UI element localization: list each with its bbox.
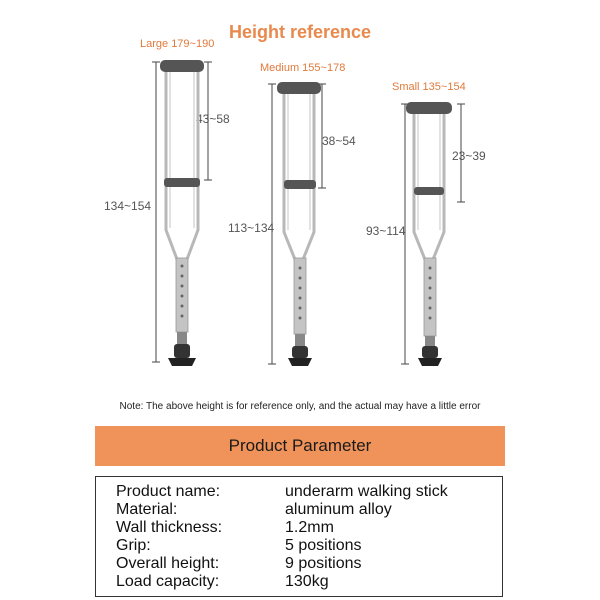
param-row <box>96 555 502 574</box>
param-row <box>96 573 502 592</box>
param-key: Material: <box>116 501 178 518</box>
param-value: 1.2mm <box>285 519 334 536</box>
param-value: aluminum alloy <box>285 501 392 518</box>
rubber-tip-small <box>422 346 438 358</box>
param-value: 9 positions <box>285 555 362 572</box>
parameter-table <box>95 476 503 597</box>
param-value: underarm walking stick <box>285 483 448 500</box>
disclaimer-note: Note: The above height is for reference only, and the actual may have a little error <box>119 401 481 412</box>
total-dim-small: 93~114 <box>366 224 406 238</box>
param-key: Load capacity: <box>116 573 220 590</box>
product-parameter-banner <box>95 426 505 466</box>
crutch-small <box>406 102 452 366</box>
size-label-medium: Medium 155~178 <box>260 62 346 74</box>
param-row <box>96 483 502 502</box>
size-label-small: Small 135~154 <box>392 81 466 93</box>
armpit-pad-small <box>406 102 452 114</box>
rubber-tip-medium <box>292 346 308 358</box>
hand-grip-medium <box>284 180 316 189</box>
hand-grip-small <box>414 187 444 195</box>
param-key: Product name: <box>116 483 221 500</box>
page-title: Height reference <box>228 22 372 42</box>
upper-dim-medium: 38~54 <box>322 134 356 148</box>
hand-grip-large <box>164 178 200 187</box>
param-row <box>96 519 502 538</box>
param-key: Overall height: <box>116 555 220 572</box>
crutch-medium <box>277 82 321 366</box>
size-label-large: Large 179~190 <box>140 38 215 50</box>
upper-dim-large: 43~58 <box>196 112 230 126</box>
param-row <box>96 537 502 556</box>
upper-dim-small: 23~39 <box>452 149 486 163</box>
total-dim-large: 134~154 <box>104 199 152 213</box>
crutch-large <box>160 60 204 366</box>
armpit-pad-medium <box>277 82 321 94</box>
param-value: 130kg <box>285 573 329 590</box>
param-row <box>96 501 502 520</box>
param-key: Grip: <box>116 537 151 554</box>
armpit-pad-large <box>160 60 204 72</box>
banner-label: Product Parameter <box>228 436 372 455</box>
param-key: Wall thickness: <box>116 519 223 536</box>
total-dim-medium: 113~134 <box>228 221 275 235</box>
param-value: 5 positions <box>285 537 362 554</box>
rubber-tip-large <box>174 344 190 358</box>
